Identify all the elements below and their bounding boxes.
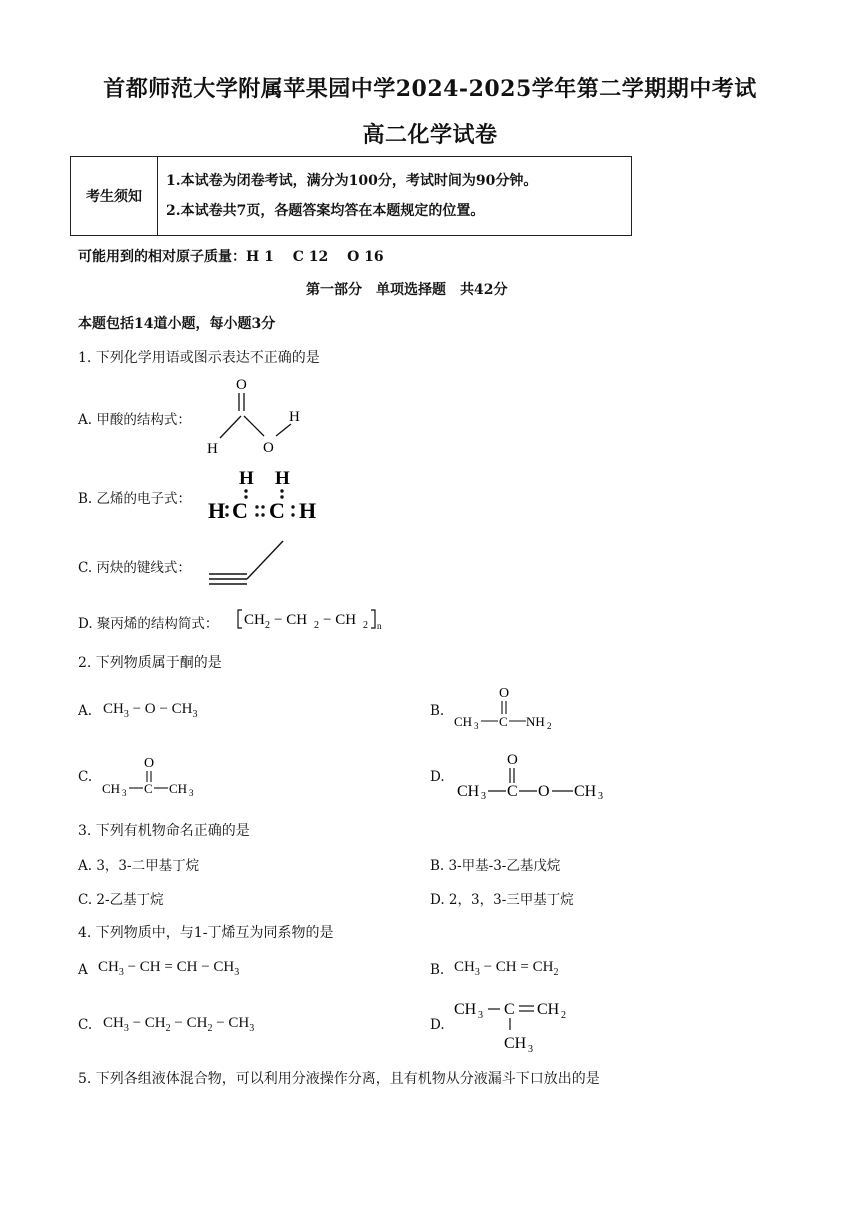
svg-text:CH: CH (537, 1001, 560, 1018)
svg-text:O: O (499, 686, 510, 701)
svg-text:H: H (207, 441, 218, 457)
svg-text:C: C (144, 781, 153, 796)
q4-option-d-label: D. (430, 1017, 445, 1033)
svg-text:CH: CH (102, 781, 121, 796)
notice-body (158, 157, 632, 236)
2-butene-formula: $CH_3$ − CH = CH − $CH_3$ (98, 959, 240, 978)
q2-option-d-label: D. (430, 769, 445, 785)
svg-text:CH: CH (454, 714, 473, 729)
svg-text:3: 3 (474, 721, 479, 731)
svg-text:O: O (236, 377, 247, 393)
svg-text:2: 2 (547, 721, 552, 731)
svg-text:C: C (232, 498, 248, 523)
ethylene-electron-formula (205, 466, 325, 524)
svg-text:O: O (538, 783, 550, 800)
notice-item-2: 2.本试卷共7页，各题答案均答在本题规定的位置。 (166, 203, 485, 219)
svg-text:2: 2 (265, 620, 270, 631)
svg-text:H: H (299, 498, 317, 523)
acetone-formula (100, 752, 210, 802)
svg-text:CH: CH (574, 783, 597, 800)
polypropylene-formula (234, 604, 394, 634)
q2-option-a-label: A. (78, 703, 93, 719)
propyne-skeletal-formula (205, 538, 295, 586)
svg-text:3: 3 (122, 788, 127, 798)
q2-option-b-label: B. (430, 703, 445, 719)
svg-text:H: H (289, 409, 300, 425)
svg-text:C: C (504, 1001, 515, 1018)
q1-option-c: C. 丙炔的键线式： (78, 560, 191, 576)
q1-option-a: A. 甲酸的结构式： (78, 412, 191, 428)
svg-text:CH: CH (244, 612, 265, 628)
exam-title: 首都师范大学附属苹果园中学2024-2025学年第二学期期中考试 (103, 76, 757, 102)
q1-option-b: B. 乙烯的电子式： (78, 491, 192, 507)
notice-label: 考生须知 (71, 157, 158, 236)
q1-option-d: D. 聚丙烯的结构简式： (78, 616, 219, 632)
propene-formula: $CH_3$ − CH = $CH_2$ (454, 959, 559, 978)
section-intro: 本题包括14道小题，每小题3分 (78, 316, 276, 332)
q2-stem: 2. 下列物质属于酮的是 (78, 655, 222, 671)
q3-option-b: B. 3-甲基-3-乙基戊烷 (430, 858, 561, 874)
exam-subtitle: 高二化学试卷 (362, 122, 498, 148)
svg-text:2: 2 (561, 1010, 566, 1021)
notice-item-1: 1.本试卷为闭卷考试，满分为100分，考试时间为90分钟。 (166, 173, 538, 189)
svg-text:CH: CH (504, 1035, 527, 1052)
atomic-mass-line: 可能用到的相对原子质量：H 1 C 12 O 16 (78, 249, 384, 265)
svg-text:H: H (208, 498, 226, 523)
svg-text:3: 3 (481, 791, 486, 802)
q4-stem: 4. 下列物质中，与1-丁烯互为同系物的是 (78, 925, 334, 941)
2-methylpropene-formula (452, 994, 582, 1056)
svg-text:O: O (263, 440, 274, 456)
svg-text:− CH: − CH (274, 612, 308, 628)
svg-text:n: n (377, 621, 382, 631)
svg-text:3: 3 (189, 788, 194, 798)
svg-text:O: O (507, 752, 518, 768)
q3-option-d: D. 2，3，3-三甲基丁烷 (430, 892, 574, 908)
svg-text:2: 2 (363, 620, 368, 631)
acetamide-formula (452, 682, 562, 732)
svg-text:− CH: − CH (323, 612, 357, 628)
q2-option-c-label: C. (78, 769, 93, 785)
dimethyl-ether-formula: $CH_3 - O - CH_3$ (103, 701, 198, 720)
svg-text:C: C (269, 498, 285, 523)
q3-option-a: A. 3，3-二甲基丁烷 (78, 858, 200, 874)
svg-text:CH: CH (457, 783, 480, 800)
svg-text:O: O (144, 756, 155, 771)
svg-text:C: C (507, 783, 518, 800)
svg-text:NH: NH (526, 714, 545, 729)
svg-text:CH: CH (454, 1001, 477, 1018)
svg-text:3: 3 (598, 791, 603, 802)
svg-text:H: H (239, 468, 254, 489)
butane-formula: $CH_3 - CH_2 - CH_2 - CH_3$ (103, 1015, 255, 1034)
q5-stem: 5. 下列各组液体混合物，可以利用分液操作分离，且有机物从分液漏斗下口放出的是 (78, 1071, 600, 1087)
svg-text:3: 3 (478, 1010, 483, 1021)
q4-option-b-label: B. (430, 962, 445, 978)
q4-option-c-label: C. (78, 1017, 93, 1033)
q3-stem: 3. 下列有机物命名正确的是 (78, 823, 250, 839)
svg-text:3: 3 (528, 1044, 533, 1055)
svg-text:C: C (499, 714, 508, 729)
svg-text:H: H (275, 468, 290, 489)
methyl-acetate-formula (455, 748, 615, 804)
svg-text:CH: CH (169, 781, 188, 796)
formic-acid-structure (200, 372, 310, 460)
section-heading: 第一部分 单项选择题 共42分 (306, 282, 508, 298)
q3-option-c: C. 2-乙基丁烷 (78, 892, 164, 908)
q1-stem: 1. 下列化学用语或图示表达不正确的是 (78, 350, 320, 366)
q4-option-a-label: A (78, 962, 88, 978)
svg-text:2: 2 (314, 620, 319, 631)
notice-table (70, 156, 632, 236)
